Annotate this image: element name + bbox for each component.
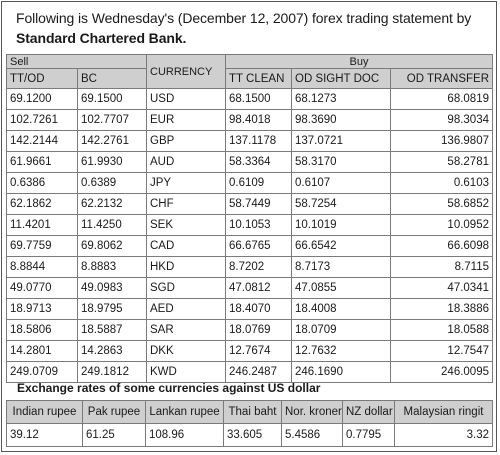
cell-currency: SAR — [147, 320, 226, 341]
column-header-od-sight-doc: OD SIGHT DOC — [292, 69, 391, 89]
cell-tt-od: 11.4201 — [7, 215, 78, 236]
usd-rates-header: NZ dollar — [343, 401, 395, 424]
cell-tt-od: 0.6386 — [7, 173, 78, 194]
cell-od-transfer: 18.0588 — [391, 320, 493, 341]
column-header-tt-clean: TT CLEAN — [226, 69, 292, 89]
cell-currency: USD — [147, 89, 226, 110]
cell-tt-clean: 12.7674 — [226, 341, 292, 362]
cell-tt-od: 69.7759 — [7, 236, 78, 257]
cell-tt-clean: 246.2487 — [226, 362, 292, 383]
cell-od-sight-doc: 66.6542 — [292, 236, 391, 257]
cell-currency: AED — [147, 299, 226, 320]
usd-rates-header: Malaysian ringit — [395, 401, 493, 424]
column-header-od-transfer: OD TRANSFER — [391, 69, 493, 89]
cell-tt-od: 69.1200 — [7, 89, 78, 110]
cell-currency: CAD — [147, 236, 226, 257]
usd-rates-table — [6, 400, 493, 447]
cell-tt-clean: 58.3364 — [226, 152, 292, 173]
cell-od-sight-doc: 58.3170 — [292, 152, 391, 173]
column-header-tt-od: TT/OD — [7, 69, 78, 89]
cell-bc: 62.2132 — [78, 194, 147, 215]
usd-rate-value: 108.96 — [146, 424, 224, 447]
table-row — [7, 236, 493, 257]
cell-bc: 49.0983 — [78, 278, 147, 299]
cell-tt-clean: 0.6109 — [226, 173, 292, 194]
table-row — [7, 299, 493, 320]
usd-rates-header: Nor. kroner — [282, 401, 343, 424]
cell-currency: AUD — [147, 152, 226, 173]
cell-od-transfer: 47.0341 — [391, 278, 493, 299]
table-row — [7, 341, 493, 362]
cell-od-transfer: 0.6103 — [391, 173, 493, 194]
cell-tt-clean: 47.0812 — [226, 278, 292, 299]
cell-tt-od: 49.0770 — [7, 278, 78, 299]
cell-od-transfer: 8.7115 — [391, 257, 493, 278]
cell-od-transfer: 58.6852 — [391, 194, 493, 215]
bank-name: Standard Chartered Bank. — [16, 30, 187, 46]
cell-tt-od: 18.5806 — [7, 320, 78, 341]
cell-bc: 102.7707 — [78, 110, 147, 131]
table-row — [7, 215, 493, 236]
cell-tt-clean: 18.0769 — [226, 320, 292, 341]
intro-text: Following is Wednesday's (December 12, 2007) forex trading statement by — [16, 10, 472, 26]
usd-rates-header: Lankan rupee — [146, 401, 224, 424]
cell-tt-clean: 98.4018 — [226, 110, 292, 131]
cell-bc: 142.2761 — [78, 131, 147, 152]
table-group-header-row — [7, 55, 493, 69]
cell-tt-clean: 8.7202 — [226, 257, 292, 278]
table-row — [7, 362, 493, 383]
forex-rates-table — [6, 54, 493, 383]
cell-bc: 18.5887 — [78, 320, 147, 341]
cell-od-transfer: 98.3034 — [391, 110, 493, 131]
cell-tt-od: 62.1862 — [7, 194, 78, 215]
cell-tt-od: 249.0709 — [7, 362, 78, 383]
cell-currency: GBP — [147, 131, 226, 152]
cell-currency: DKK — [147, 341, 226, 362]
cell-od-sight-doc: 18.0709 — [292, 320, 391, 341]
cell-tt-od: 142.2144 — [7, 131, 78, 152]
cell-od-sight-doc: 137.0721 — [292, 131, 391, 152]
usd-rate-value: 33.605 — [224, 424, 282, 447]
table-row — [7, 152, 493, 173]
cell-bc: 0.6389 — [78, 173, 147, 194]
cell-currency: JPY — [147, 173, 226, 194]
cell-tt-od: 102.7261 — [7, 110, 78, 131]
column-header-currency: CURRENCY — [147, 55, 226, 89]
cell-od-transfer: 246.0095 — [391, 362, 493, 383]
cell-bc: 61.9930 — [78, 152, 147, 173]
cell-od-sight-doc: 0.6107 — [292, 173, 391, 194]
usd-rate-value: 3.32 — [395, 424, 493, 447]
table-column-header-row — [7, 69, 493, 89]
cell-tt-od: 61.9661 — [7, 152, 78, 173]
usd-rate-value: 39.12 — [7, 424, 83, 447]
usd-rate-value: 0.7795 — [343, 424, 395, 447]
usd-rate-value: 5.4586 — [282, 424, 343, 447]
cell-tt-clean: 10.1053 — [226, 215, 292, 236]
cell-bc: 18.9795 — [78, 299, 147, 320]
cell-currency: SEK — [147, 215, 226, 236]
cell-od-transfer: 66.6098 — [391, 236, 493, 257]
column-header-bc: BC — [78, 69, 147, 89]
cell-tt-clean: 68.1500 — [226, 89, 292, 110]
sell-group-header: Sell — [7, 55, 147, 69]
table-row — [7, 278, 493, 299]
table-row — [7, 173, 493, 194]
table-row — [7, 194, 493, 215]
cell-currency: EUR — [147, 110, 226, 131]
cell-bc: 8.8883 — [78, 257, 147, 278]
usd-rates-header: Thai baht — [224, 401, 282, 424]
cell-bc: 69.8062 — [78, 236, 147, 257]
cell-tt-od: 14.2801 — [7, 341, 78, 362]
table-row — [7, 131, 493, 152]
cell-od-sight-doc: 18.4008 — [292, 299, 391, 320]
usd-rates-header-row — [7, 401, 493, 424]
cell-od-transfer: 136.9807 — [391, 131, 493, 152]
cell-currency: SGD — [147, 278, 226, 299]
intro-paragraph — [16, 8, 486, 48]
cell-od-sight-doc: 246.1690 — [292, 362, 391, 383]
cell-od-transfer: 68.0819 — [391, 89, 493, 110]
cell-currency: HKD — [147, 257, 226, 278]
cell-od-transfer: 18.3886 — [391, 299, 493, 320]
usd-rates-header: Indian rupee — [7, 401, 83, 424]
cell-bc: 249.1812 — [78, 362, 147, 383]
buy-group-header: Buy — [226, 55, 493, 69]
cell-currency: CHF — [147, 194, 226, 215]
cell-od-sight-doc: 8.7173 — [292, 257, 391, 278]
cell-tt-clean: 137.1178 — [226, 131, 292, 152]
cell-od-sight-doc: 12.7632 — [292, 341, 391, 362]
cell-od-sight-doc: 10.1019 — [292, 215, 391, 236]
cell-bc: 69.1500 — [78, 89, 147, 110]
cell-tt-od: 8.8844 — [7, 257, 78, 278]
usd-rates-header: Pak rupee — [83, 401, 146, 424]
cell-od-sight-doc: 58.7254 — [292, 194, 391, 215]
table-row — [7, 89, 493, 110]
cell-od-transfer: 10.0952 — [391, 215, 493, 236]
table-row — [7, 110, 493, 131]
cell-od-sight-doc: 68.1273 — [292, 89, 391, 110]
cell-od-sight-doc: 47.0855 — [292, 278, 391, 299]
table-row — [7, 320, 493, 341]
cell-tt-clean: 66.6765 — [226, 236, 292, 257]
cell-currency: KWD — [147, 362, 226, 383]
cell-bc: 14.2863 — [78, 341, 147, 362]
cell-od-sight-doc: 98.3690 — [292, 110, 391, 131]
usd-rate-value: 61.25 — [83, 424, 146, 447]
cell-od-transfer: 58.2781 — [391, 152, 493, 173]
table-row — [7, 257, 493, 278]
cell-tt-clean: 18.4070 — [226, 299, 292, 320]
cell-bc: 11.4250 — [78, 215, 147, 236]
cell-tt-clean: 58.7449 — [226, 194, 292, 215]
usd-rates-title: Exchange rates of some currencies against US dollar — [17, 381, 321, 395]
usd-rates-value-row — [7, 424, 493, 447]
cell-od-transfer: 12.7547 — [391, 341, 493, 362]
cell-tt-od: 18.9713 — [7, 299, 78, 320]
